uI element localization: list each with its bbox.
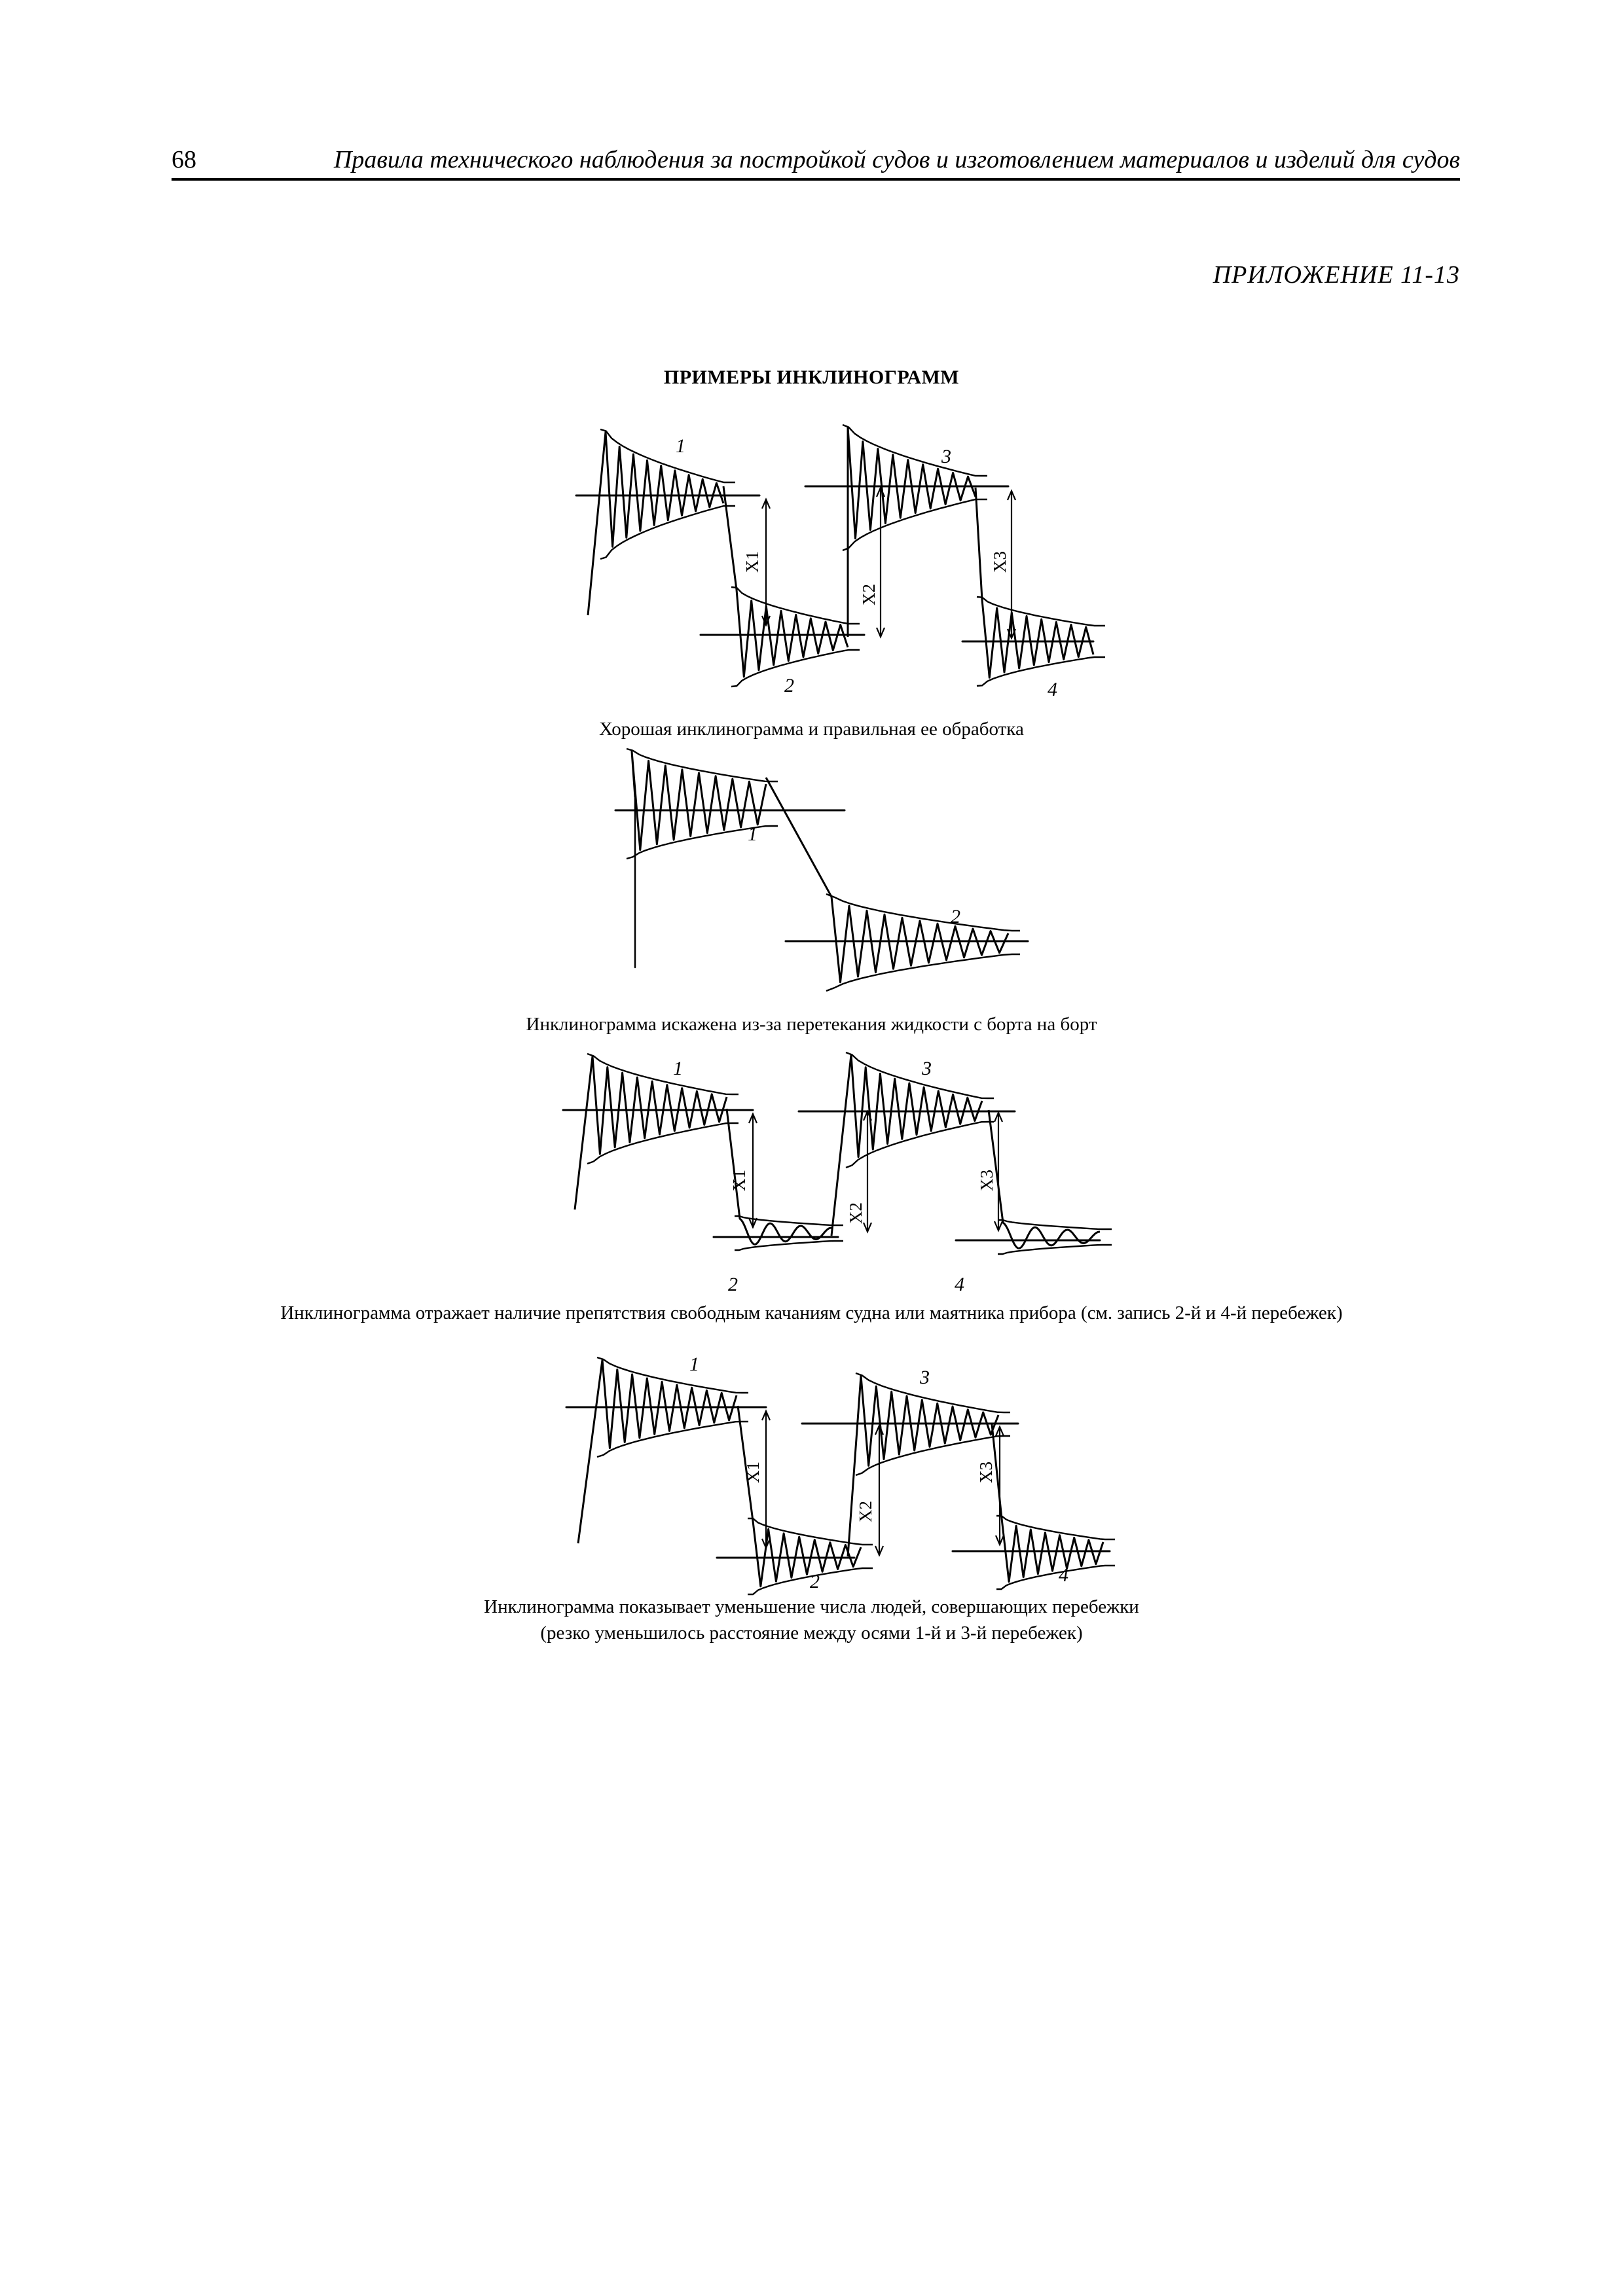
label-4: 4: [1059, 1564, 1068, 1586]
running-title: Правила технического наблюдения за постройкой судов и изготовлением материалов и изделий для судов: [333, 146, 1460, 173]
dimension-x1: X1: [742, 551, 762, 573]
inclinogram-figure-obstruction: [563, 1047, 1139, 1296]
trace-2: [723, 486, 848, 677]
label-1: 1: [748, 823, 757, 845]
label-1: 1: [673, 1058, 683, 1079]
trace-4-envelope-lower: [977, 657, 1105, 686]
inclinogram-figure-liquid: [615, 751, 1074, 994]
label-3: 3: [920, 1367, 930, 1388]
header-rule: [172, 178, 1460, 181]
dimension-x3: X3: [990, 551, 1010, 573]
label-4: 4: [1048, 679, 1057, 700]
trace-1: [575, 1056, 727, 1210]
trace-2-envelope-upper: [826, 894, 1020, 931]
appendix-label: ПРИЛОЖЕНИЕ 11-13: [1213, 261, 1460, 289]
dimension-x1: X1: [729, 1170, 749, 1191]
dimension-x2: X2: [856, 1501, 875, 1522]
trace-2-envelope-lower: [731, 650, 860, 687]
dimension-x1: X1: [743, 1462, 763, 1483]
trace-1-envelope-lower: [587, 1123, 739, 1164]
page-title: ПРИМЕРЫ ИНКЛИНОГРАММ: [663, 367, 960, 388]
trace-4: [976, 488, 1093, 677]
label-3: 3: [941, 446, 951, 467]
trace-2: [766, 778, 1008, 982]
label-2: 2: [810, 1571, 820, 1592]
dimension-x2: X2: [846, 1202, 866, 1224]
trace-1: [632, 751, 766, 850]
caption-figure-fewer-people-line1: Инклинограмма показывает уменьшение числа людей, совершающих перебежки: [484, 1596, 1139, 1617]
inclinogram-diagram-fewer-people: [566, 1348, 1129, 1597]
dimension-x3: X3: [976, 1462, 996, 1483]
caption-figure-obstruction: Инклинограмма отражает наличие препятствия свободным качаниям судна или маятника прибора (см. запись 2-й и 4-й перебежек): [280, 1302, 1343, 1323]
label-2: 2: [728, 1274, 738, 1295]
caption-figure-good: Хорошая инклинограмма и правильная ее обработка: [599, 719, 1024, 740]
inclinogram-diagram-obstruction: [563, 1047, 1139, 1296]
caption-figure-liquid: Инклинограмма искажена из-за перетекания жидкости с борта на борт: [526, 1014, 1097, 1035]
page-number: 68: [172, 146, 196, 173]
label-2: 2: [951, 906, 960, 927]
trace-4-envelope-upper: [998, 1220, 1112, 1229]
inclinogram-figure-fewer-people: [566, 1348, 1129, 1597]
label-3: 3: [922, 1058, 932, 1079]
dimension-x3: X3: [977, 1170, 996, 1191]
label-2: 2: [784, 675, 794, 696]
trace-1: [578, 1360, 737, 1543]
trace-4-envelope-lower: [996, 1566, 1115, 1589]
inclinogram-diagram-good: [576, 429, 1113, 717]
trace-2: [738, 1406, 861, 1587]
inclinogram-diagram-liquid: [615, 751, 1074, 994]
label-4: 4: [955, 1274, 964, 1295]
dimension-x2: X2: [859, 584, 879, 605]
trace-1: [588, 432, 723, 615]
label-1: 1: [676, 435, 685, 457]
inclinogram-figure-good: [576, 429, 1113, 717]
label-1: 1: [689, 1354, 699, 1375]
caption-figure-fewer-people-line2: (резко уменьшилось расстояние между осями 1-й и 3-й перебежек): [540, 1623, 1083, 1643]
trace-1-envelope-lower: [597, 1422, 748, 1457]
trace-4: [992, 1424, 1103, 1582]
